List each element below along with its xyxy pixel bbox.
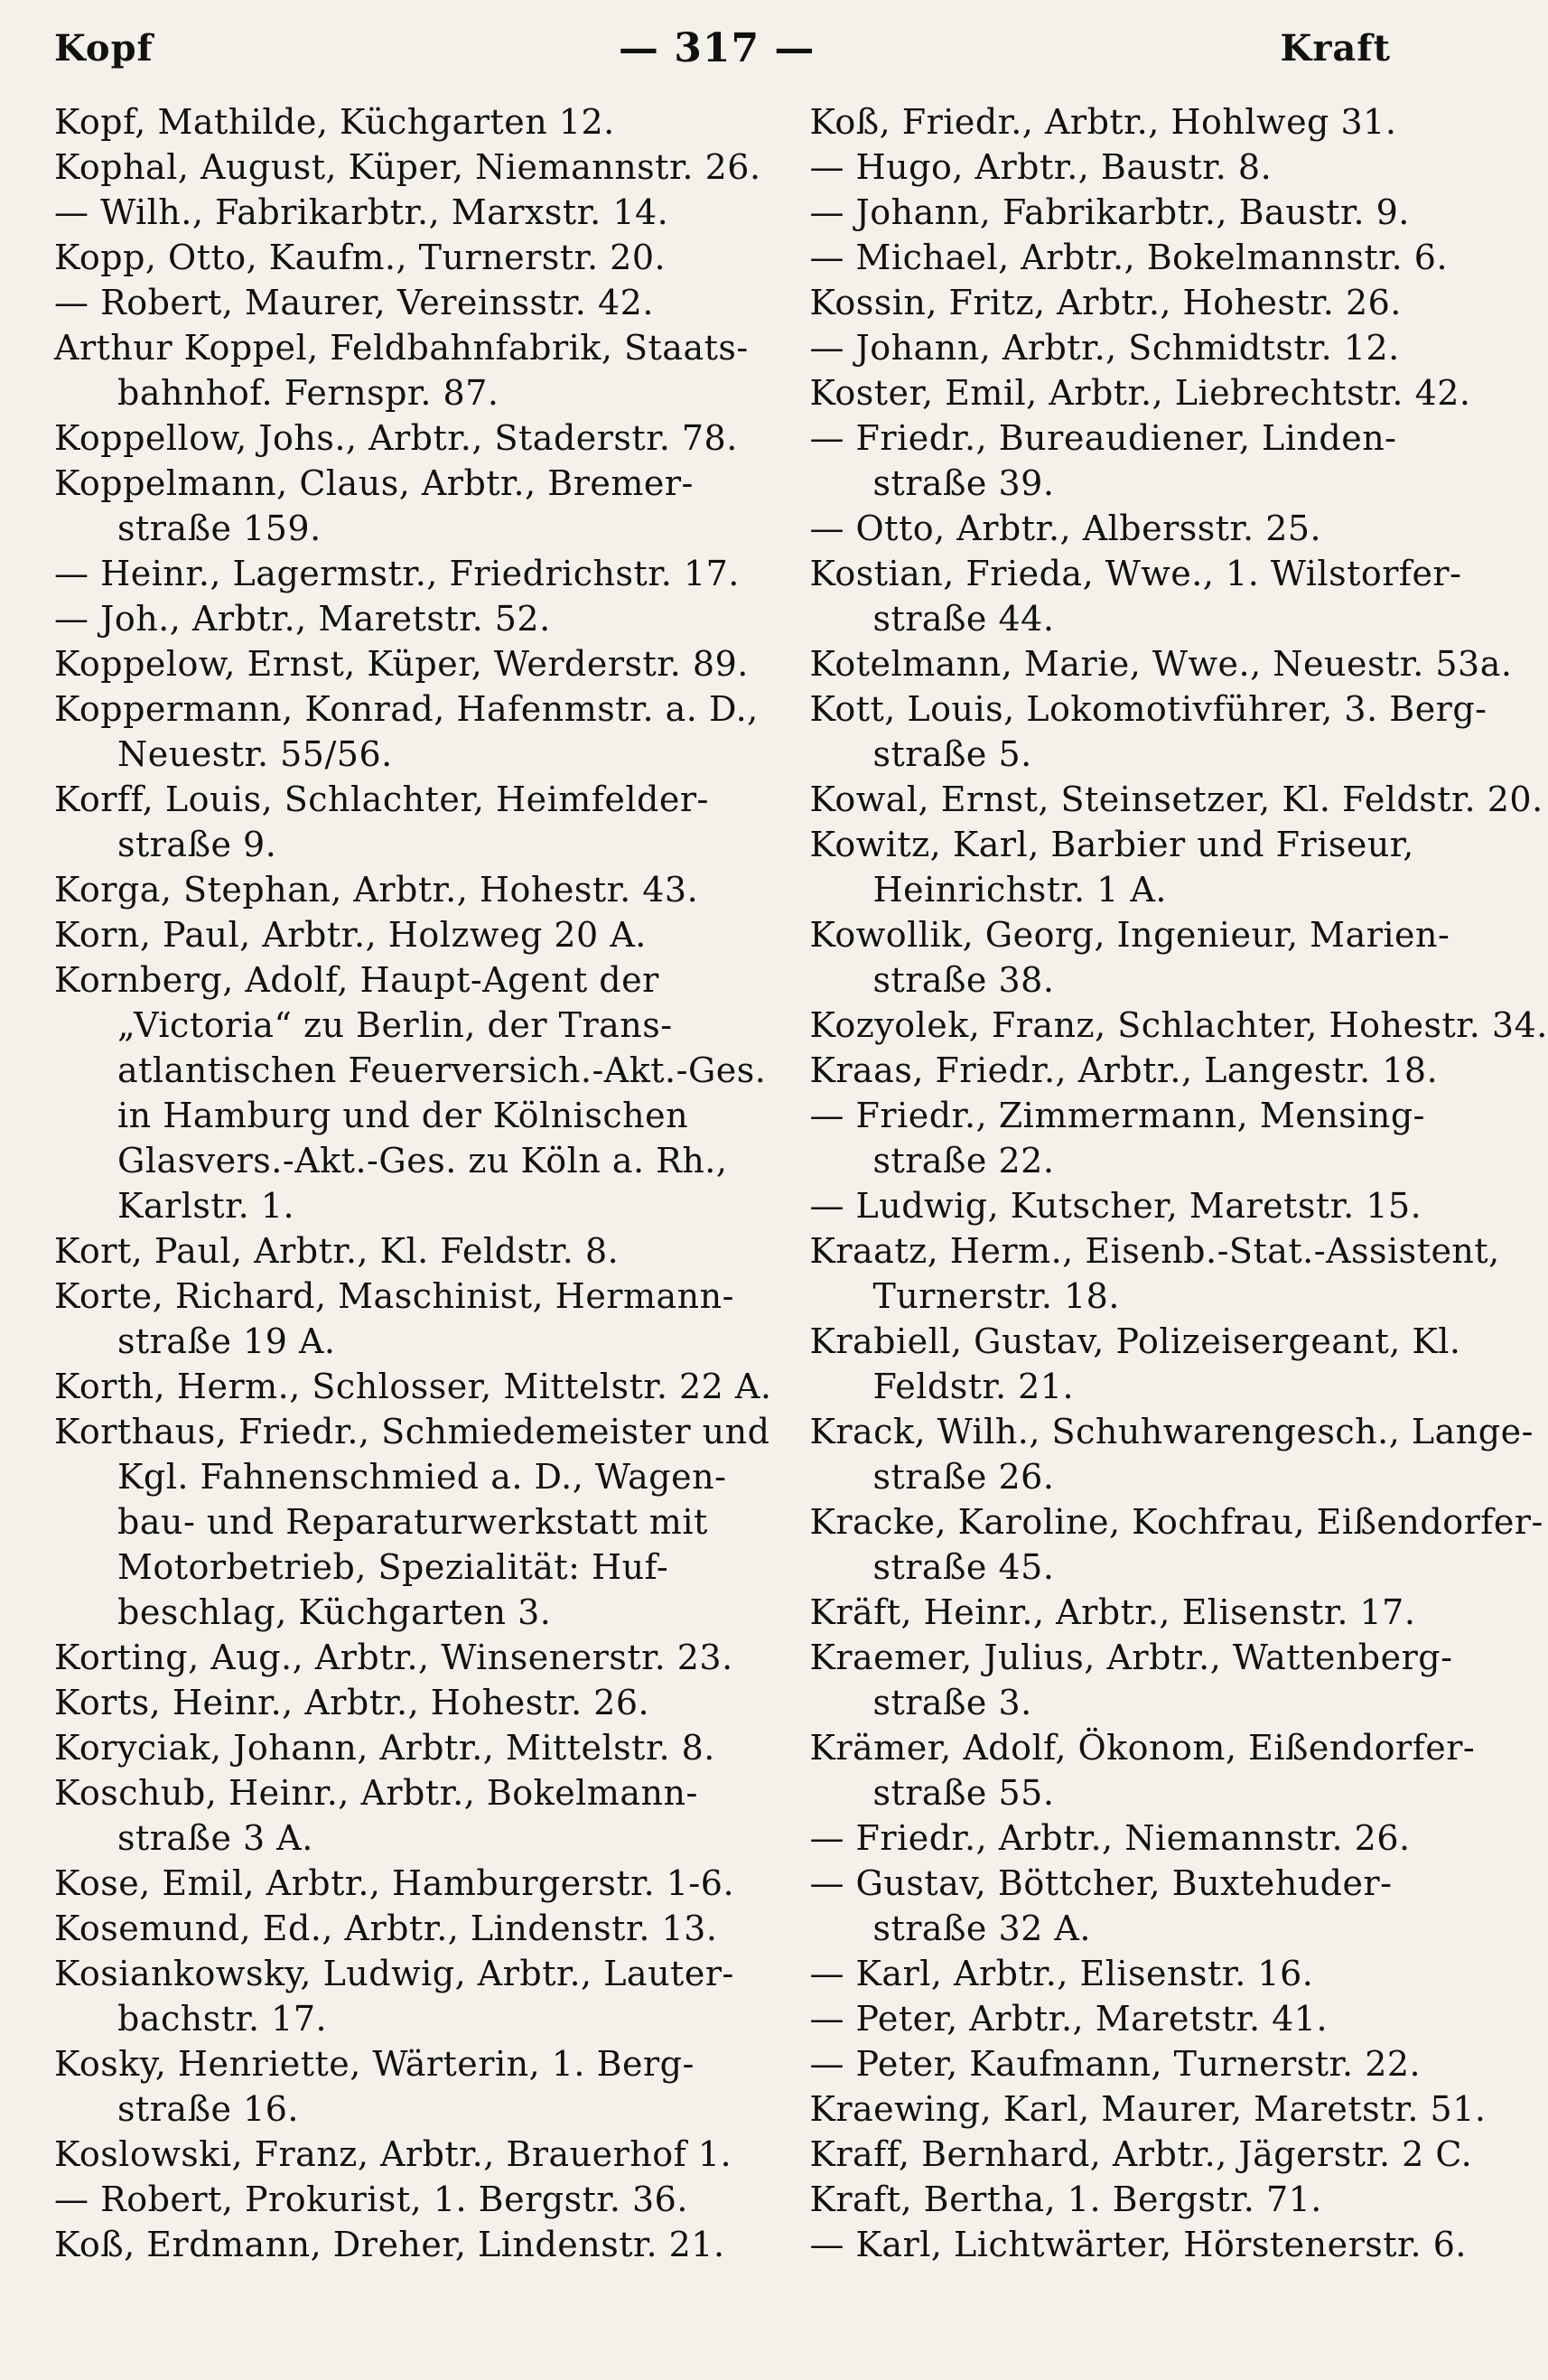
directory-entry-line: Krabiell, Gustav, Polizeisergeant, Kl. [809,1321,1461,1361]
entry-continuation-line: bahnhof. Fernspr. 87. [117,373,499,413]
directory-entry-line: Kophal, August, Küper, Niemannstr. 26. [54,147,761,187]
directory-entry-line: Koß, Friedr., Arbtr., Hohlweg 31. [809,102,1397,142]
entry-columns [54,99,1548,2362]
entry-continuation-line: Heinrichstr. 1 A. [872,870,1167,910]
entry-continuation-line: straße 3. [872,1683,1032,1722]
directory-entry-line: Koslowski, Franz, Arbtr., Brauerhof 1. [54,2134,732,2174]
directory-entry-line: Koster, Emil, Arbtr., Liebrechtstr. 42. [809,373,1471,413]
entry-continuation-line: atlantischen Feuerversich.-Akt.-Ges. [117,1050,767,1090]
directory-entry-line: Kowal, Ernst, Steinsetzer, Kl. Feldstr. 20. [809,779,1543,819]
entry-continuation-line: Feldstr. 21. [872,1367,1075,1406]
directory-entry-line: Kraas, Friedr., Arbtr., Langestr. 18. [809,1050,1439,1090]
directory-entry-line: Kosemund, Ed., Arbtr., Lindenstr. 13. [54,1909,718,1948]
entry-continuation-line: Kgl. Fahnenschmied a. D., Wagen- [117,1457,727,1497]
entry-continuation-line: straße 5. [872,734,1032,774]
entry-continuation-line: straße 44. [872,599,1055,639]
entry-continuation-line: Glasvers.-Akt.-Ges. zu Köln a. Rh., [117,1141,728,1181]
directory-entry-line: Koryciak, Johann, Arbtr., Mittelstr. 8. [54,1728,715,1768]
directory-entry-line: — Friedr., Bureaudiener, Linden- [809,418,1397,458]
entry-continuation-line: straße 9. [117,825,277,864]
directory-entry-line: Kosky, Henriette, Wärterin, 1. Berg- [54,2044,695,2084]
page-number: — 317 — [618,24,816,71]
entry-continuation-line: straße 159. [117,509,322,548]
directory-entry-line: — Michael, Arbtr., Bokelmannstr. 6. [809,238,1449,277]
directory-entry-line: Korth, Herm., Schlosser, Mittelstr. 22 A. [54,1367,772,1406]
directory-entry-line: Kozyolek, Franz, Schlachter, Hohestr. 34. [809,1005,1548,1045]
directory-entry-line: — Joh., Arbtr., Maretstr. 52. [54,599,551,639]
directory-entry-line: Korts, Heinr., Arbtr., Hohestr. 26. [54,1683,650,1722]
directory-entry-line: — Ludwig, Kutscher, Maretstr. 15. [809,1186,1422,1226]
directory-entry-line: Kossin, Fritz, Arbtr., Hohestr. 26. [809,283,1402,322]
directory-entry-line: Kotelmann, Marie, Wwe., Neuestr. 53a. [809,644,1513,684]
entry-continuation-line: beschlag, Küchgarten 3. [117,1592,552,1632]
directory-entry-line: — Robert, Maurer, Vereinsstr. 42. [54,283,654,322]
directory-entry-line: Korga, Stephan, Arbtr., Hohestr. 43. [54,870,699,910]
entry-continuation-line: „Victoria“ zu Berlin, der Trans- [117,1005,673,1045]
directory-entry-line: — Friedr., Zimmermann, Mensing- [809,1096,1425,1135]
entry-continuation-line: in Hamburg und der Kölnischen [117,1096,689,1135]
entry-continuation-line: Motorbetrieb, Spezialität: Huf- [117,1547,669,1587]
directory-entry-line: Kowitz, Karl, Barbier und Friseur, [809,825,1414,864]
directory-entry-line: Korn, Paul, Arbtr., Holzweg 20 A. [54,915,647,955]
header-right-keyword: Kraft [1280,26,1391,70]
directory-entry-line: Koppellow, Johs., Arbtr., Staderstr. 78. [54,418,738,458]
directory-entry-line: — Friedr., Arbtr., Niemannstr. 26. [809,1818,1411,1858]
directory-entry-line: Koschub, Heinr., Arbtr., Bokelmann- [54,1773,698,1813]
directory-entry-line: Kraatz, Herm., Eisenb.-Stat.-Assistent, [809,1231,1500,1271]
directory-entry-line: — Johann, Arbtr., Schmidtstr. 12. [809,328,1400,368]
directory-entry-line: — Peter, Kaufmann, Turnerstr. 22. [809,2044,1422,2084]
entry-continuation-line: straße 16. [117,2089,299,2129]
directory-entry-line: Kopf, Mathilde, Küchgarten 12. [54,102,615,142]
directory-entry-line: Kornberg, Adolf, Haupt-Agent der [54,960,659,1000]
directory-entry-line: Kraewing, Karl, Maurer, Maretstr. 51. [809,2089,1487,2129]
directory-entry-line: — Gustav, Böttcher, Buxtehuder- [809,1863,1393,1903]
entry-continuation-line: straße 45. [872,1547,1055,1587]
entry-continuation-line: straße 38. [872,960,1055,1000]
entry-continuation-line: Turnerstr. 18. [872,1276,1120,1316]
directory-entry-line: Korte, Richard, Maschinist, Hermann- [54,1276,734,1316]
directory-entry-line: — Karl, Arbtr., Elisenstr. 16. [809,1954,1314,1993]
directory-entry-line: Kraff, Bernhard, Arbtr., Jägerstr. 2 C. [809,2134,1473,2174]
entry-continuation-line: bau- und Reparaturwerkstatt mit [117,1502,708,1542]
directory-entry-line: — Wilh., Fabrikarbtr., Marxstr. 14. [54,192,669,232]
directory-entry-line: Korff, Louis, Schlachter, Heimfelder- [54,779,709,819]
entry-continuation-line: bachstr. 17. [117,1999,328,2039]
directory-entry-line: Kort, Paul, Arbtr., Kl. Feldstr. 8. [54,1231,620,1271]
directory-entry-line: — Otto, Arbtr., Albersstr. 25. [809,509,1322,548]
entry-continuation-line: straße 39. [872,463,1055,503]
directory-entry-line: Arthur Koppel, Feldbahnfabrik, Staats- [54,328,749,368]
directory-entry-line: Kopp, Otto, Kaufm., Turnerstr. 20. [54,238,667,277]
directory-entry-line: — Peter, Arbtr., Maretstr. 41. [809,1999,1329,2039]
directory-entry-line: — Heinr., Lagermstr., Friedrichstr. 17. [54,554,740,593]
entry-continuation-line: straße 22. [872,1141,1055,1181]
entry-continuation-line: straße 3 A. [117,1818,313,1858]
directory-entry-line: Kowollik, Georg, Ingenieur, Marien- [809,915,1450,955]
page-header [54,16,1391,79]
directory-entry-line: — Hugo, Arbtr., Baustr. 8. [809,147,1273,187]
directory-entry-line: Koppelow, Ernst, Küper, Werderstr. 89. [54,644,749,684]
directory-entry-line: Koß, Erdmann, Dreher, Lindenstr. 21. [54,2225,725,2264]
header-left-keyword: Kopf [54,26,154,70]
directory-entry-line: Kraemer, Julius, Arbtr., Wattenberg- [809,1638,1453,1677]
directory-entry-line: Kostian, Frieda, Wwe., 1. Wilstorfer- [809,554,1462,593]
directory-entry-line: Krämer, Adolf, Ökonom, Eißendorfer- [809,1728,1476,1768]
directory-entry-line: Krack, Wilh., Schuhwarengesch., Lange- [809,1412,1534,1451]
directory-entry-line: Korthaus, Friedr., Schmiedemeister und [54,1412,770,1451]
directory-entry-line: Korting, Aug., Arbtr., Winsenerstr. 23. [54,1638,733,1677]
entry-continuation-line: Neuestr. 55/56. [117,734,393,774]
entry-continuation-line: straße 19 A. [117,1321,336,1361]
directory-entry-line: Kosiankowsky, Ludwig, Arbtr., Lauter- [54,1954,734,1993]
entry-continuation-line: straße 55. [872,1773,1055,1813]
entry-continuation-line: straße 32 A. [872,1909,1091,1948]
directory-entry-line: Kose, Emil, Arbtr., Hamburgerstr. 1-6. [54,1863,735,1903]
directory-entry-line: — Robert, Prokurist, 1. Bergstr. 36. [54,2179,688,2219]
directory-entry-line: Kott, Louis, Lokomotivführer, 3. Berg- [809,689,1487,729]
directory-entry-line: Koppermann, Konrad, Hafenmstr. a. D., [54,689,759,729]
directory-entry-line: Kräft, Heinr., Arbtr., Elisenstr. 17. [809,1592,1416,1632]
directory-entry-line: Koppelmann, Claus, Arbtr., Bremer- [54,463,694,503]
left-column [54,99,789,2362]
directory-entry-line: — Karl, Lichtwärter, Hörstenerstr. 6. [809,2225,1467,2264]
entry-continuation-line: Karlstr. 1. [117,1186,295,1226]
directory-entry-line: Kraft, Bertha, 1. Bergstr. 71. [809,2179,1322,2219]
entry-continuation-line: straße 26. [872,1457,1055,1497]
directory-entry-line: Kracke, Karoline, Kochfrau, Eißendorfer- [809,1502,1543,1542]
directory-entry-line: — Johann, Fabrikarbtr., Baustr. 9. [809,192,1410,232]
right-column [793,99,1547,2362]
